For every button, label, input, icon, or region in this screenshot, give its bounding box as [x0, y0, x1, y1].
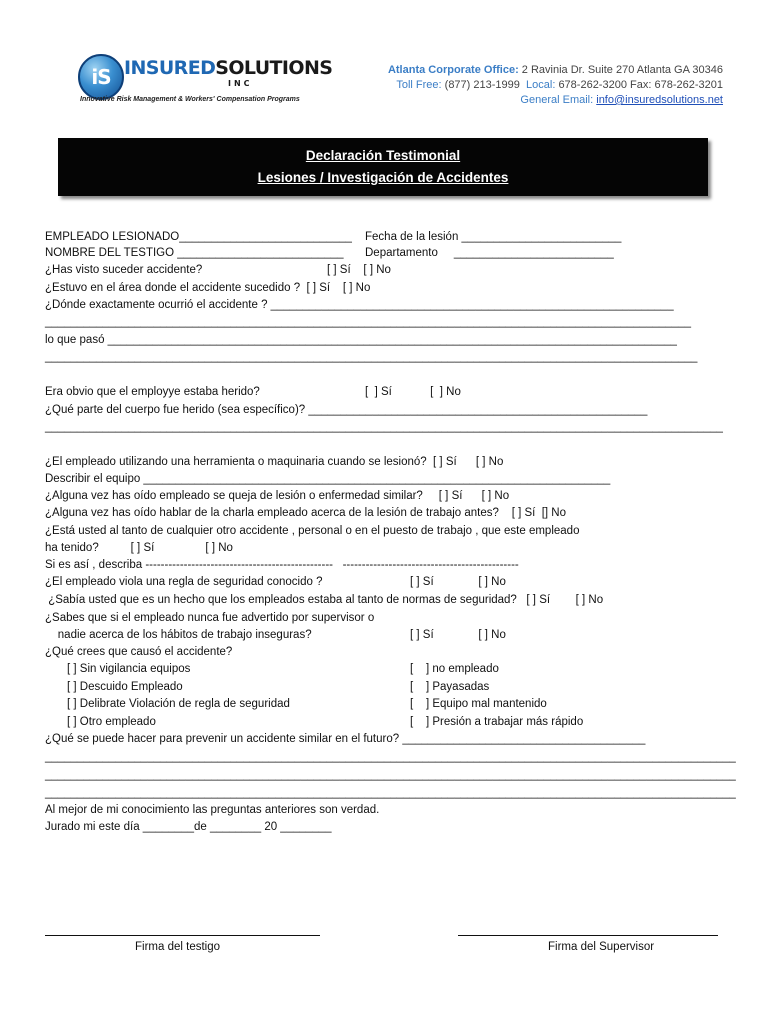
complaint-question[interactable]: ¿Alguna vez has oído empleado se queja de lesión o enfermedad similar? [ ] Sí [ ] No — [45, 490, 510, 502]
title-line-1: Declaración Testimonial — [305, 148, 461, 163]
what-happened-line-2[interactable]: ______________________________________________________________________________________________________ — [45, 351, 698, 363]
describe-equipment-field[interactable]: Describir el equipo _________________________________________________________________________ — [45, 473, 611, 485]
prevention-line-3[interactable]: ____________________________________________________________________________________________________________ — [45, 769, 736, 781]
cause-option-unsupervised[interactable]: [ ] Sin vigilancia equipos — [67, 663, 191, 675]
prevention-field[interactable]: ¿Qué se puede hacer para prevenir un accidente similar en el futuro? ______________________________________ — [45, 733, 646, 745]
where-accident-field[interactable]: ¿Dónde exactamente ocurrió el accidente ? _______________________________________________________________ — [45, 299, 674, 311]
email-link[interactable]: info@insuredsolutions.net — [596, 94, 723, 106]
in-area-question[interactable]: ¿Estuvo en el área donde el accidente sucedido ? [ ] Sí [ ] No — [45, 282, 371, 294]
other-accident-options[interactable]: ha tenido? [ ] Sí [ ] No — [45, 542, 233, 554]
other-accident-question: ¿Está usted al tanto de cualquier otro accidente , personal o en el puesto de trabajo , que este empleado — [45, 525, 580, 537]
title-line-2: Lesiones / Investigación de Accidentes — [257, 170, 509, 185]
tollfree-label: Toll Free: — [396, 79, 442, 91]
cause-question: ¿Qué crees que causó el accidente? — [45, 646, 233, 658]
talk-injury-question[interactable]: ¿Alguna vez has oído hablar de la charla empleado acerca de la lesión de trabajo antes? [ ] Sí [] No — [45, 507, 567, 519]
describe-field[interactable]: Si es así , describa ------------------------------------------------- ---------------------------------------------- — [45, 559, 519, 571]
where-accident-line-2[interactable]: _____________________________________________________________________________________________________ — [45, 316, 691, 328]
phone-line — [388, 78, 723, 93]
cause-option-poor-maintenance[interactable]: [ ] Equipo mal mantenido — [410, 698, 547, 710]
office-address: 2 Ravinia Dr. Suite 270 Atlanta GA 30346 — [521, 64, 723, 76]
witness-signature-label: Firma del testigo — [135, 941, 221, 953]
logo-inc: INC — [228, 79, 253, 88]
cause-option-no-employee[interactable]: [ ] no empleado — [410, 663, 499, 675]
general-label: General — [520, 94, 560, 106]
logo-name-part1: INSURED — [124, 57, 216, 79]
logo-name-part2: SOLUTIONS — [215, 57, 333, 79]
body-part-field[interactable]: ¿Qué parte del cuerpo fue herido (sea específico)? _____________________________________________________ — [45, 404, 648, 416]
supervisor-signature-label: Firma del Supervisor — [548, 941, 655, 953]
prevention-line-2[interactable]: ____________________________________________________________________________________________________________ — [45, 751, 736, 763]
body-part-line-2[interactable]: __________________________________________________________________________________________________________ — [45, 421, 723, 433]
logo-mark: iS — [78, 54, 124, 100]
cause-option-pressure[interactable]: [ ] Presión a trabajar más rápido — [410, 716, 584, 728]
department-field[interactable]: Departamento _________________________ — [365, 247, 614, 259]
logo-tagline: Innovative Risk Management & Workers' Compensation Programs — [80, 96, 300, 103]
fax-number: 678-262-3201 — [654, 79, 723, 91]
injury-date-field[interactable]: Fecha de la lesión _________________________ — [365, 231, 622, 243]
cause-option-carelessness[interactable]: [ ] Descuido Empleado — [67, 681, 183, 693]
sworn-date-field[interactable]: Jurado mi este día ________de ________ 20 ________ — [45, 821, 332, 833]
what-happened-field[interactable]: lo que pasó _________________________________________________________________________________________ — [45, 334, 677, 346]
office-line — [388, 63, 723, 78]
obviously-hurt-question: Era obvio que el employye estaba herido? — [45, 386, 260, 398]
fax-label: Fax: — [630, 79, 652, 91]
email-label: Email: — [562, 94, 594, 106]
safety-aware-question[interactable]: ¿Sabía usted que es un hecho que los empleados estaba al tanto de normas de seguridad? [ ] Sí [ ] No — [45, 594, 604, 606]
logo-name — [124, 57, 332, 79]
contact-info — [388, 63, 723, 108]
obviously-hurt-options[interactable]: [ ] Sí [ ] No — [365, 386, 461, 398]
witness-name-field[interactable]: NOMBRE DEL TESTIGO __________________________ — [45, 247, 344, 259]
saw-accident-options[interactable]: [ ] Sí [ ] No — [327, 264, 391, 276]
cause-option-other-employee[interactable]: [ ] Otro empleado — [67, 716, 156, 728]
supervisor-signature-line[interactable] — [458, 935, 718, 936]
witness-signature-line[interactable] — [45, 935, 320, 936]
cause-option-horseplay[interactable]: [ ] Payasadas — [410, 681, 490, 693]
document-title-box — [58, 138, 708, 196]
local-number: 678-262-3200 — [558, 79, 627, 91]
never-warned-question: ¿Sabes que si el empleado nunca fue advertido por supervisor o — [45, 612, 375, 624]
safety-rule-options[interactable]: [ ] Sí [ ] No — [410, 576, 506, 588]
cause-option-violation[interactable]: [ ] Delibrate Violación de regla de seguridad — [67, 698, 290, 710]
truth-statement: Al mejor de mi conocimiento las preguntas anteriores son verdad. — [45, 804, 380, 816]
injured-employee-field[interactable]: EMPLEADO LESIONADO___________________________ — [45, 231, 352, 243]
prevention-line-4[interactable]: ____________________________________________________________________________________________________________ — [45, 787, 736, 799]
tollfree-number: (877) 213-1999 — [444, 79, 520, 91]
unsafe-habits-question: nadie acerca de los hábitos de trabajo inseguras? — [45, 629, 312, 641]
safety-rule-question: ¿El empleado viola una regla de seguridad conocido ? — [45, 576, 323, 588]
office-label: Atlanta Corporate Office: — [387, 64, 519, 76]
tool-use-question[interactable]: ¿El empleado utilizando una herramienta o maquinaria cuando se lesionó? [ ] Sí [ ] No — [45, 456, 504, 468]
company-logo — [78, 52, 348, 110]
local-label: Local: — [526, 79, 556, 91]
saw-accident-question: ¿Has visto suceder accidente? — [45, 264, 203, 276]
unsafe-habits-options[interactable]: [ ] Sí [ ] No — [410, 629, 506, 641]
email-line — [388, 93, 723, 108]
